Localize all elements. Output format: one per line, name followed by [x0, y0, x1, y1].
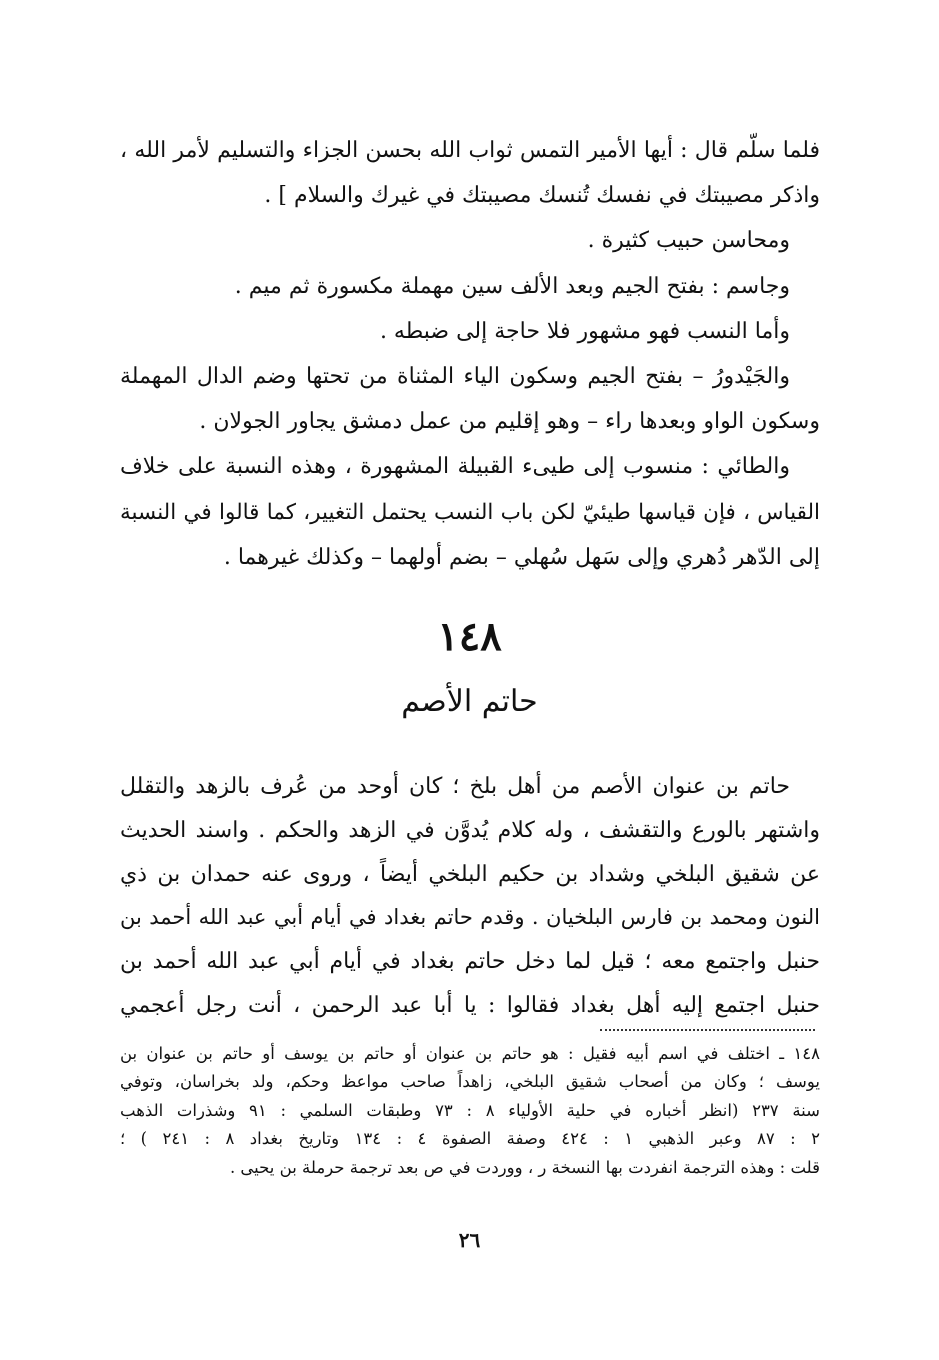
- upper-text-block: [120, 128, 820, 580]
- text-line: حاتم بن عنوان الأصم من أهل بلخ ؛ كان أوحد من عُرف بالزهد والتقلل: [120, 774, 790, 799]
- text-line: واشتهر بالورع والتقشف ، وله كلام يُدوَّن في الزهد والحكم . واسند الحديث: [120, 817, 820, 843]
- text-line: وأما النسب فهو مشهور فلا حاجة إلى ضبطه .: [379, 318, 790, 344]
- text-line: عن شقيق البلخي وشداد بن حكيم البلخي أيضاً ، وروى عنه حمدان بن ذي: [120, 861, 820, 887]
- text-line: وجاسم : بفتح الجيم وبعد الألف سين مهملة مكسورة ثم ميم .: [234, 273, 790, 299]
- text-line: واذكر مصيبتك في نفسك تُنسك مصيبتك في غيرك والسلام ] .: [264, 183, 820, 209]
- text-line: وسكون الواو وبعدها راء – وهو إقليم من عمل دمشق يجاور الجولان .: [199, 409, 820, 435]
- lower-text-block: [120, 765, 820, 1028]
- footnote-block: [120, 1040, 820, 1182]
- footnote-line: ٢ : ٨٧ وعبر الذهبي ١ : ٤٢٤ وصفة الصفوة ٤ : ١٣٤ وتاريخ بغداد ٨ : ٢٤١ ) ؛: [120, 1129, 820, 1149]
- text-line: حنبل اجتمع إليه أهل بغداد فقالوا : يا أبا عبد الرحمن ، أنت رجل أعجمي: [120, 992, 820, 1018]
- text-line: النون ومحمد بن فارس البلخيان . وقدم حاتم بغداد في أيام أبي عبد الله أحمد بن: [120, 905, 820, 930]
- footnote-line: سنة ٢٣٧ (انظر أخباره في حلية الأولياء ٨ : ٧٣ وطبقات السلمي : ٩١ وشذرات الذهب: [120, 1100, 820, 1120]
- text-line: ومحاسن حبيب كثيرة .: [587, 228, 790, 254]
- text-line: والطائي : منسوب إلى طيىء القبيلة المشهورة ، وهذه النسبة على خلاف: [120, 454, 790, 480]
- footnote-divider: [600, 1029, 815, 1031]
- entry-title: حاتم الأصم: [401, 684, 538, 719]
- page-number: ٢٦: [458, 1228, 481, 1252]
- footnote-line: ١٤٨ ـ اختلف في اسم أبيه فقيل : هو حاتم بن عنوان أو حاتم بن يوسف أو حاتم بن عنوان بن: [120, 1044, 820, 1063]
- footnote-line: يوسف ؛ وكان من أصحاب شقيق البلخي، زاهداً صاحب مواعظ وحكم، ولد بخراسان، وتوفي: [120, 1072, 820, 1092]
- text-line: فلما سلّم قال : أيها الأمير التمس ثواب الله بحسن الجزاء والتسليم لأمر الله ،: [120, 138, 820, 163]
- text-line: والجَيْدورُ – بفتح الجيم وسكون الياء المثناة من تحتها وضم الدال المهملة: [120, 363, 790, 389]
- text-line: القياس ، فإن قياسها طيئيّ لكن باب النسب يحتمل التغيير، كما قالوا في النسبة: [120, 499, 820, 525]
- text-line: إلى الدّهر دُهري وإلى سَهل سُهلي – بضم أولهما – وكذلك غيرهما .: [223, 544, 820, 570]
- footnote-line: قلت : وهذه الترجمة انفردت بها النسخة ر ، ووردت في ص بعد ترجمة حرملة بن يحيى .: [229, 1157, 820, 1177]
- text-line: حنبل واجتمع معه ؛ قيل لما دخل حاتم بغداد في أيام أبي عبد الله أحمد بن: [120, 949, 820, 975]
- entry-number: ١٤٨: [437, 613, 502, 660]
